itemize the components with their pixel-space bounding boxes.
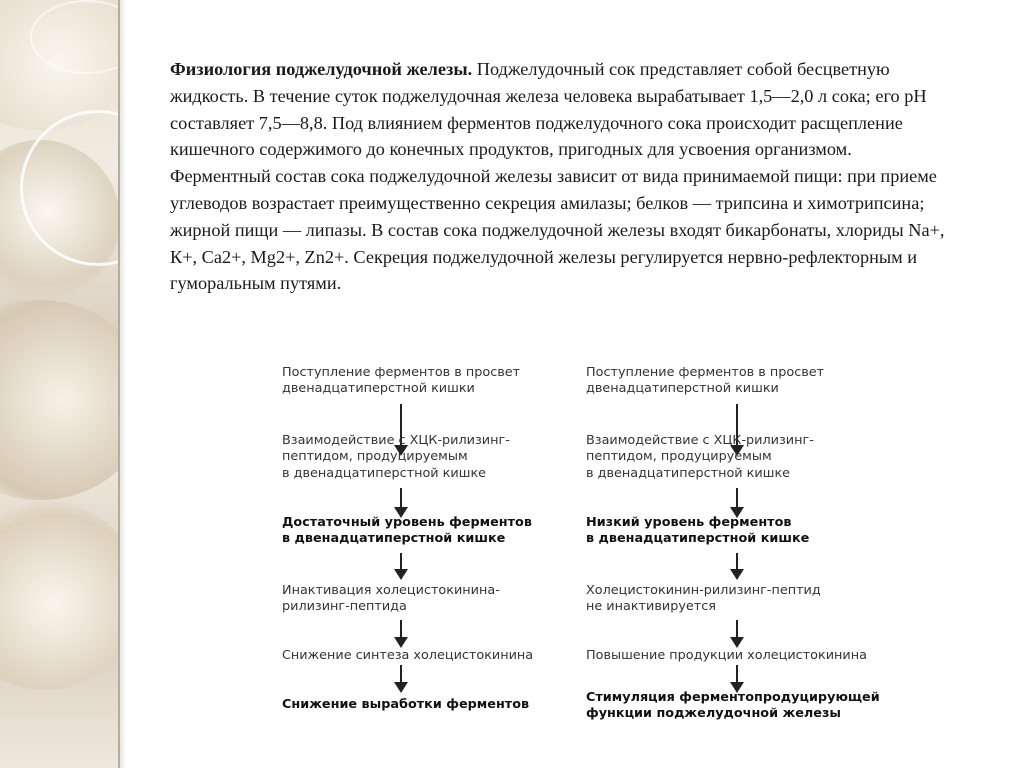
- flowchart-right: [586, 360, 886, 740]
- flow-left-node-1: Поступление ферментов в просвет двенадцатиперстной кишки: [282, 365, 521, 397]
- body-paragraph: [170, 56, 954, 297]
- flow-left-node-6: Снижение выработки ферментов: [282, 697, 530, 712]
- flow-left-node-3: Достаточный уровень ферментов в двенадцатиперстной кишке: [282, 515, 532, 547]
- flow-left-arrow-4: [394, 620, 408, 648]
- flow-left-node-4: Инактивация холецистокинина- рилизинг-пептида: [282, 583, 500, 615]
- flowchart-left: [282, 360, 552, 740]
- flow-right-arrow-4: [730, 620, 744, 648]
- flow-right-node-4: Холецистокинин-рилизинг-пептид не инактивируется: [586, 583, 821, 615]
- paragraph-title: Физиология поджелудочной железы.: [170, 59, 473, 79]
- decorative-side-image: [0, 0, 118, 768]
- flow-right-node-6: Стимуляция ферментопродуцирующей функции поджелудочной железы: [586, 690, 880, 722]
- flow-right-node-2: Взаимодействие с ХЦК-рилизинг- пептидом, продуцируемым в двенадцатиперстной кишке: [586, 433, 814, 481]
- flow-right-arrow-3: [730, 553, 744, 580]
- paragraph-text: Поджелудочный сок представляет собой бесцветную жидкость. В течение суток поджелудочная железа человека вырабатывает 1,5—2,0 л сока; его pH составляет 7,5—8,8. Под влиянием ферментов поджелудочного сока происходит расщепление кишечного содержимого до конечных продуктов, пригодных для усвоения организмом. Ферментный состав сока поджелудочной железы зависит от вида принимаемой пищи: при приеме углеводов возрастает преимущественно секреция амилазы; белков — трипсина и химотрипсина; жирной пищи — липазы. В состав сока поджелудочной железы входят бикарбонаты, хлориды Na+, К+, Са2+, Mg2+, Zn2+. Секреция поджелудочной железы регулируется нервно-рефлекторным и гуморальным путями.: [170, 59, 945, 294]
- flow-right-node-3: Низкий уровень ферментов в двенадцатиперстной кишке: [586, 515, 810, 547]
- divider-shadow: [120, 0, 126, 768]
- flow-right-arrow-2: [730, 488, 744, 518]
- flow-left-arrow-2: [394, 488, 408, 518]
- flow-left-arrow-3: [394, 553, 408, 580]
- flow-right-node-1: Поступление ферментов в просвет двенадцатиперстной кишки: [586, 365, 825, 397]
- flow-left-node-5: Снижение синтеза холецистокинина: [282, 648, 534, 663]
- flow-left-arrow-5: [394, 665, 408, 693]
- flow-left-node-2: Взаимодействие с ХЦК-рилизинг- пептидом, продуцируемым в двенадцатиперстной кишке: [282, 433, 510, 481]
- flow-right-node-5: Повышение продукции холецистокинина: [586, 648, 867, 663]
- flow-right-arrow-5: [730, 665, 744, 693]
